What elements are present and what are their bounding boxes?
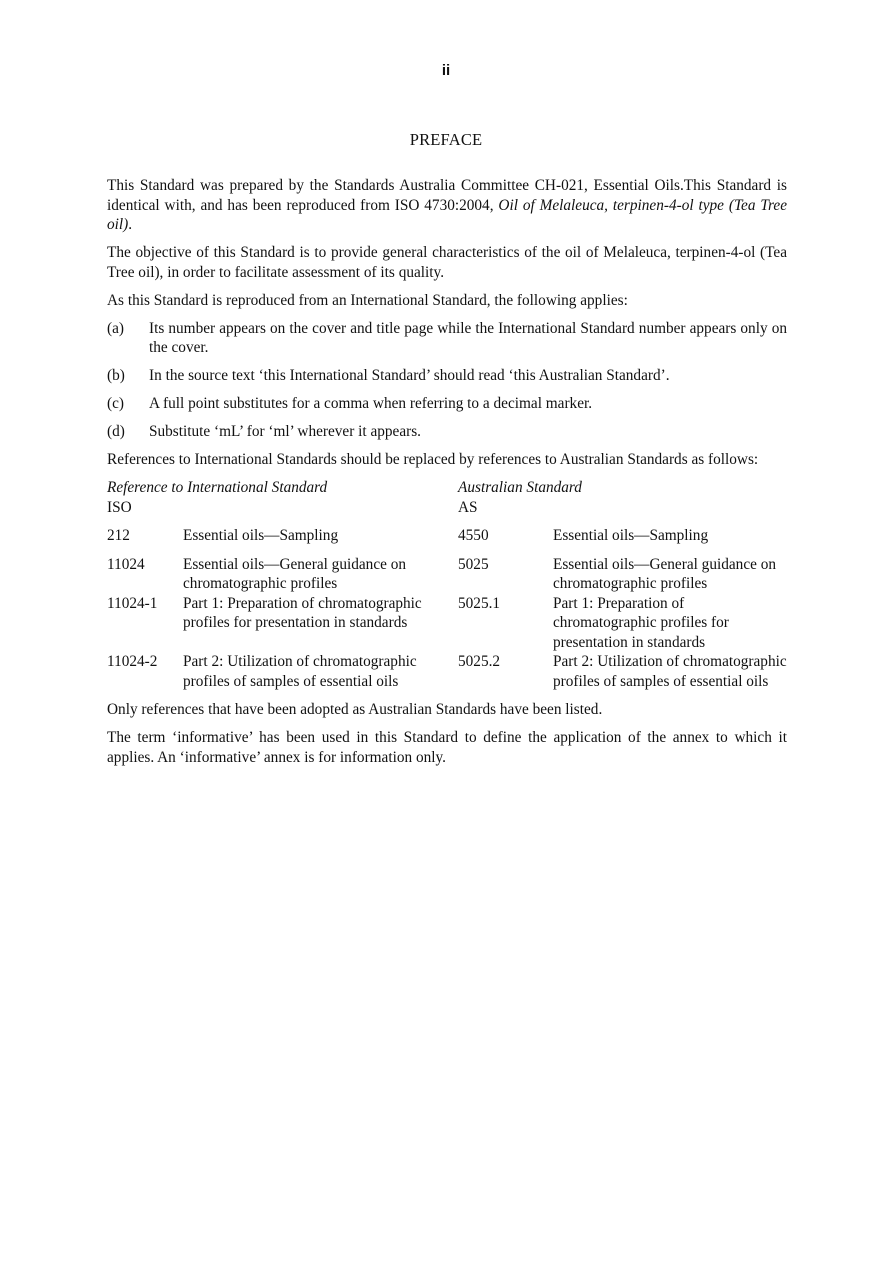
page-title: PREFACE (409, 130, 483, 149)
paragraph-informative-note: The term ‘informative’ has been used in this Standard to define the application of the annex to which it applies. An ‘informative’ annex is for information only. (107, 729, 787, 766)
list-item (107, 319, 787, 358)
list-marker: (b) (107, 367, 125, 384)
list-marker: (c) (107, 395, 124, 412)
iso-number: 11024-1 (107, 594, 158, 612)
paragraph-references-intro: References to International Standards should be replaced by references to Australian Standards as follows: (107, 451, 759, 468)
paragraph-objective: The objective of this Standard is to provide general characteristics of the oil of Melaleuca, terpinen-4-ol (Tea Tree oil), in order to facilitate assessment of its quality. (107, 244, 787, 281)
as-title: Part 1: Preparation of chromatographic profiles for presentation in standards (553, 594, 729, 651)
list-item (107, 394, 787, 414)
list-item-text: A full point substitutes for a comma when referring to a decimal marker. (149, 395, 593, 412)
as-number: 5025.1 (458, 594, 501, 612)
list-item-text: Its number appears on the cover and title page while the International Standard number appears only on the cover. (149, 319, 787, 356)
as-title: Part 2: Utilization of chromatographic profiles of samples of essential oils (553, 653, 787, 690)
list-item-text: Substitute ‘mL’ for ‘ml’ wherever it appears. (149, 423, 422, 440)
header-as: AS (458, 498, 478, 516)
paragraph-committee-text: This Standard was prepared by the Standards Australia Committee CH-021, Essential Oils.This Standard is identical with, and has been reproduced from ISO 4730:2004, (107, 177, 787, 214)
list-item (107, 366, 787, 386)
iso-title: Essential oils—Sampling (183, 527, 339, 544)
paragraph-committee (107, 176, 787, 235)
table-row (107, 594, 787, 653)
table-row (107, 526, 787, 555)
iso-title: Essential oils—General guidance on chromatographic profiles (183, 555, 407, 592)
paragraph-committee-title: Oil of Melaleuca, terpinen-4-ol type (Tea Tree oil) (107, 196, 787, 233)
table-row (107, 652, 787, 691)
list-marker: (d) (107, 423, 125, 440)
as-title: Essential oils—Sampling (553, 527, 709, 544)
list-item-text: In the source text ‘this International Standard’ should read ‘this Australian Standard’. (149, 367, 670, 384)
iso-title: Part 1: Preparation of chromatographic profiles for presentation in standards (183, 594, 422, 631)
list-item (107, 422, 787, 442)
reference-table-header (107, 478, 787, 517)
as-number: 5025 (458, 555, 489, 573)
header-australian: Australian Standard (458, 479, 582, 496)
as-number: 4550 (458, 527, 489, 544)
reference-table (107, 526, 787, 691)
iso-number: 11024-2 (107, 653, 158, 670)
header-international: Reference to International Standard (107, 479, 328, 496)
page-number: ii (441, 62, 451, 79)
document-body (107, 176, 787, 776)
iso-number: 11024 (107, 555, 145, 573)
iso-number: 212 (107, 527, 130, 544)
paragraph-adopted-note: Only references that have been adopted as Australian Standards have been listed. (107, 701, 603, 718)
table-row (107, 555, 787, 594)
header-iso: ISO (107, 498, 132, 516)
paragraph-applies-intro: As this Standard is reproduced from an International Standard, the following applies: (107, 291, 628, 309)
as-title: Essential oils—General guidance on chromatographic profiles (553, 555, 777, 592)
iso-title: Part 2: Utilization of chromatographic profiles of samples of essential oils (183, 653, 417, 690)
paragraph-committee-end: . (128, 216, 133, 233)
as-number: 5025.2 (458, 653, 501, 670)
list-marker: (a) (107, 319, 124, 337)
